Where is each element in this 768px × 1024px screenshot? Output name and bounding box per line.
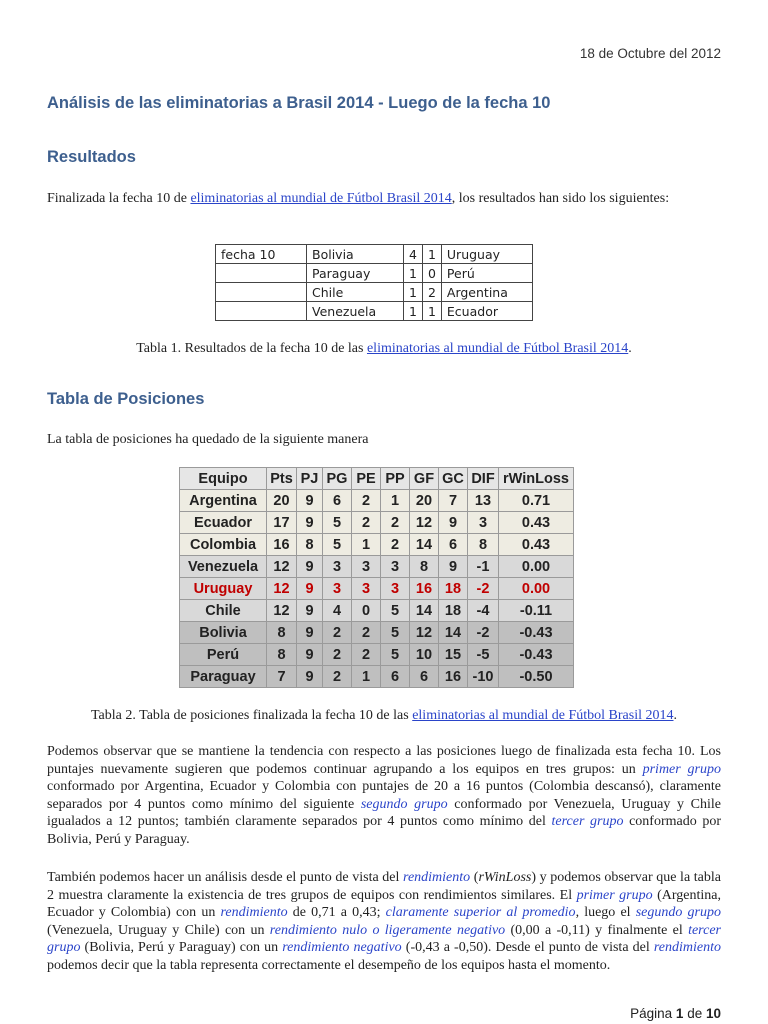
round-label-empty	[216, 302, 307, 321]
stat-cell: 9	[439, 512, 468, 534]
intro-text-after: , los resultados han sido los siguientes:	[451, 191, 670, 206]
document-date: 18 de Octubre del 2012	[579, 46, 721, 61]
stat-cell: 0.00	[499, 556, 574, 578]
standings-table	[179, 467, 574, 688]
stat-cell: -4	[468, 600, 499, 622]
section-heading-resultados: Resultados	[47, 148, 136, 166]
stat-cell: 16	[439, 666, 468, 688]
stat-cell: 7	[267, 666, 297, 688]
stat-cell: 1	[381, 490, 410, 512]
text-run: (Argentina, Ecuador y Colombia) con un	[47, 887, 722, 921]
stat-cell: 4	[323, 600, 352, 622]
stat-cell: 14	[410, 534, 439, 556]
table-row-highlighted	[180, 578, 574, 600]
stat-cell: 3	[352, 578, 381, 600]
text-run: , luego el	[575, 905, 636, 921]
stat-cell: 14	[439, 622, 468, 644]
stat-cell: 0.43	[499, 512, 574, 534]
stat-cell: -2	[468, 622, 499, 644]
stat-cell: 3	[468, 512, 499, 534]
team-name: Uruguay	[180, 578, 267, 600]
stat-cell: 5	[381, 644, 410, 666]
team-name: Argentina	[180, 490, 267, 512]
analysis-paragraph-1	[47, 743, 721, 849]
table-row	[180, 666, 574, 688]
stat-cell: 12	[267, 578, 297, 600]
text-run: También podemos hacer un análisis desde el punto de vista del	[47, 870, 404, 885]
round-label-empty	[216, 264, 307, 283]
stat-cell: -0.43	[499, 622, 574, 644]
eliminatorias-link[interactable]: eliminatorias al mundial de Fútbol Brasil 2014	[190, 191, 452, 206]
term-rendimiento: rendimiento	[403, 870, 471, 885]
stat-cell: 6	[323, 490, 352, 512]
footer-prefix: Página	[630, 1006, 676, 1021]
stat-cell: -0.50	[499, 666, 574, 688]
stat-cell: 9	[439, 556, 468, 578]
table-row	[180, 644, 574, 666]
team-name: Bolivia	[180, 622, 267, 644]
team-name: Perú	[180, 644, 267, 666]
stat-cell: 2	[381, 534, 410, 556]
stat-cell: 2	[352, 644, 381, 666]
section-heading-tabla-posiciones: Tabla de Posiciones	[47, 390, 205, 408]
stat-cell: 12	[410, 512, 439, 534]
away-score: 0	[422, 264, 441, 283]
stat-cell: 0.43	[499, 534, 574, 556]
team-name: Paraguay	[180, 666, 267, 688]
table-row	[180, 534, 574, 556]
text-run: de 0,71 a 0,43;	[287, 905, 386, 921]
stat-cell: 3	[381, 578, 410, 600]
round-label-empty	[216, 283, 307, 302]
caption-text: Tabla 1. Resultados de la fecha 10 de las	[136, 341, 367, 356]
analysis-paragraph-2	[47, 869, 721, 975]
stat-cell: 20	[267, 490, 297, 512]
column-header: rWinLoss	[499, 468, 574, 490]
away-team: Perú	[441, 264, 532, 283]
stat-cell: 16	[267, 534, 297, 556]
term-segundo-grupo: segundo grupo	[360, 796, 448, 812]
page-title: Análisis de las eliminatorias a Brasil 2014 - Luego de la fecha 10	[47, 94, 551, 112]
stat-cell: -0.11	[499, 600, 574, 622]
stat-cell: 2	[352, 512, 381, 534]
home-team: Bolivia	[307, 245, 404, 264]
standings-intro: La tabla de posiciones ha quedado de la siguiente manera	[47, 432, 369, 447]
text-run: Podemos observar que se mantiene la tendencia con respecto a las posiciones luego de finalizada esta fecha 10. Los puntajes nuevamente sugieren que podemos continuar agrupando a los equipos en tres grupos: un	[47, 744, 721, 777]
text-run: conformado por Venezuela, Uruguay y Chile igualados a 12 puntos; también claramente separados por 4 puntos como mínimo del	[47, 796, 721, 830]
stat-cell: 15	[439, 644, 468, 666]
text-run: (Venezuela, Uruguay y Chile) con un	[47, 922, 270, 938]
table-row	[216, 283, 533, 302]
column-header: Pts	[267, 468, 297, 490]
text-run: podemos decir que la tabla representa correctamente el desempeño de los equipos hasta el momento.	[47, 957, 611, 973]
stat-cell: 8	[267, 622, 297, 644]
column-header: DIF	[468, 468, 499, 490]
away-score: 1	[422, 302, 441, 321]
stat-cell: 17	[267, 512, 297, 534]
text-run: (	[470, 870, 479, 885]
current-page: 1	[675, 1006, 684, 1021]
away-team: Ecuador	[441, 302, 532, 321]
term-rendimiento: rendimiento	[220, 905, 288, 921]
stat-cell: 9	[297, 578, 323, 600]
page-footer	[630, 1006, 721, 1021]
term-rendimiento-nulo: rendimiento nulo o ligeramente negativo	[269, 922, 506, 938]
stat-cell: 3	[352, 556, 381, 578]
stat-cell: 5	[381, 622, 410, 644]
stat-cell: 2	[352, 490, 381, 512]
stat-cell: 9	[297, 622, 323, 644]
total-pages: 10	[705, 1006, 721, 1021]
text-run: conformado por Bolivia, Perú y Paraguay.	[47, 814, 721, 847]
column-header: GF	[410, 468, 439, 490]
table-row	[216, 302, 533, 321]
term-segundo-grupo: segundo grupo	[635, 905, 721, 921]
team-name: Venezuela	[180, 556, 267, 578]
term-primer-grupo: primer grupo	[576, 887, 653, 903]
stat-cell: 3	[323, 556, 352, 578]
intro-text-before: Finalizada la fecha 10 de	[47, 191, 191, 206]
stat-cell: 9	[297, 512, 323, 534]
text-run: (Bolivia, Perú y Paraguay) con un	[80, 940, 283, 956]
column-header: GC	[439, 468, 468, 490]
stat-cell: 12	[267, 600, 297, 622]
stat-cell: 1	[352, 534, 381, 556]
stat-cell: 9	[297, 644, 323, 666]
stat-cell: -1	[468, 556, 499, 578]
footer-middle: de	[683, 1006, 706, 1021]
eliminatorias-link[interactable]: eliminatorias al mundial de Fútbol Brasil 2014	[366, 341, 629, 356]
stat-cell: 9	[297, 600, 323, 622]
stat-cell: 18	[439, 600, 468, 622]
stat-cell: 3	[381, 556, 410, 578]
home-team: Paraguay	[307, 264, 404, 283]
away-score: 1	[422, 245, 441, 264]
stat-cell: 0	[352, 600, 381, 622]
stat-cell: 2	[381, 512, 410, 534]
stat-cell: 8	[468, 534, 499, 556]
stat-cell: 8	[410, 556, 439, 578]
stat-cell: 5	[381, 600, 410, 622]
table-row	[180, 622, 574, 644]
stat-cell: -10	[468, 666, 499, 688]
table1-caption	[0, 341, 768, 357]
term-superior-promedio: claramente superior al promedio	[385, 905, 576, 921]
stat-cell: 10	[410, 644, 439, 666]
stat-cell: 20	[410, 490, 439, 512]
stat-cell: 6	[410, 666, 439, 688]
results-table	[215, 244, 533, 321]
stat-cell: 2	[323, 644, 352, 666]
text-run: (0,00 a -0,11) y finalmente el	[505, 922, 689, 938]
table-row	[180, 600, 574, 622]
home-score: 1	[404, 302, 423, 321]
stat-cell: -0.43	[499, 644, 574, 666]
team-name: Chile	[180, 600, 267, 622]
table-row	[180, 490, 574, 512]
stat-cell: 9	[297, 556, 323, 578]
stat-cell: 12	[410, 622, 439, 644]
home-score: 1	[404, 264, 423, 283]
stat-cell: 5	[323, 534, 352, 556]
stat-cell: 9	[297, 666, 323, 688]
column-header: PP	[381, 468, 410, 490]
term-primer-grupo: primer grupo	[642, 761, 721, 777]
table-row	[180, 556, 574, 578]
stat-cell: 6	[439, 534, 468, 556]
column-header: PG	[323, 468, 352, 490]
text-run: conformado por Argentina, Ecuador y Colombia con puntajes de 20 a 16 puntos (Colombia descansó), claramente separados por 4 puntos como mínimo del siguiente	[47, 779, 721, 812]
stat-cell: 1	[352, 666, 381, 688]
home-score: 4	[404, 245, 423, 264]
stat-cell: 2	[323, 622, 352, 644]
home-team: Chile	[307, 283, 404, 302]
eliminatorias-link[interactable]: eliminatorias al mundial de Fútbol Brasil 2014	[412, 708, 674, 723]
stat-cell: 8	[297, 534, 323, 556]
stat-cell: 12	[267, 556, 297, 578]
team-name: Ecuador	[180, 512, 267, 534]
stat-cell: 14	[410, 600, 439, 622]
term-tercer-grupo: tercer grupo	[551, 814, 624, 830]
column-header: PJ	[297, 468, 323, 490]
table-row	[180, 512, 574, 534]
away-team: Uruguay	[441, 245, 532, 264]
stat-cell: 9	[297, 490, 323, 512]
home-score: 1	[404, 283, 423, 302]
stat-cell: 0.71	[499, 490, 574, 512]
stat-cell: 2	[323, 666, 352, 688]
text-run: ) y podemos observar que la tabla 2 muestra claramente la existencia de tres grupos de equipos con rendimientos similares. El	[47, 870, 721, 903]
caption-text: Tabla 2. Tabla de posiciones finalizada la fecha 10 de las	[90, 708, 413, 723]
stat-cell: -5	[468, 644, 499, 666]
term-tercer-grupo: tercer grupo	[47, 922, 721, 956]
round-label: fecha 10	[216, 245, 307, 264]
term-rwinloss: rWinLoss	[478, 870, 532, 885]
stat-cell: 3	[323, 578, 352, 600]
away-team: Argentina	[441, 283, 532, 302]
column-header: PE	[352, 468, 381, 490]
stat-cell: 7	[439, 490, 468, 512]
stat-cell: 18	[439, 578, 468, 600]
team-name: Colombia	[180, 534, 267, 556]
stat-cell: 6	[381, 666, 410, 688]
home-team: Venezuela	[307, 302, 404, 321]
stat-cell: 0.00	[499, 578, 574, 600]
standings-header-row	[180, 468, 574, 490]
results-intro	[47, 190, 721, 208]
text-run: (-0,43 a -0,50). Desde el punto de vista del	[401, 940, 654, 956]
stat-cell: 2	[352, 622, 381, 644]
column-header: Equipo	[180, 468, 267, 490]
table-row	[216, 264, 533, 283]
term-rendimiento: rendimiento	[653, 940, 721, 956]
caption-end: .	[673, 708, 677, 723]
table-row	[216, 245, 533, 264]
stat-cell: 5	[323, 512, 352, 534]
term-rendimiento-negativo: rendimiento negativo	[282, 940, 402, 956]
stat-cell: 13	[468, 490, 499, 512]
table2-caption	[0, 708, 768, 724]
caption-end: .	[628, 341, 632, 356]
stat-cell: -2	[468, 578, 499, 600]
away-score: 2	[422, 283, 441, 302]
stat-cell: 16	[410, 578, 439, 600]
stat-cell: 8	[267, 644, 297, 666]
